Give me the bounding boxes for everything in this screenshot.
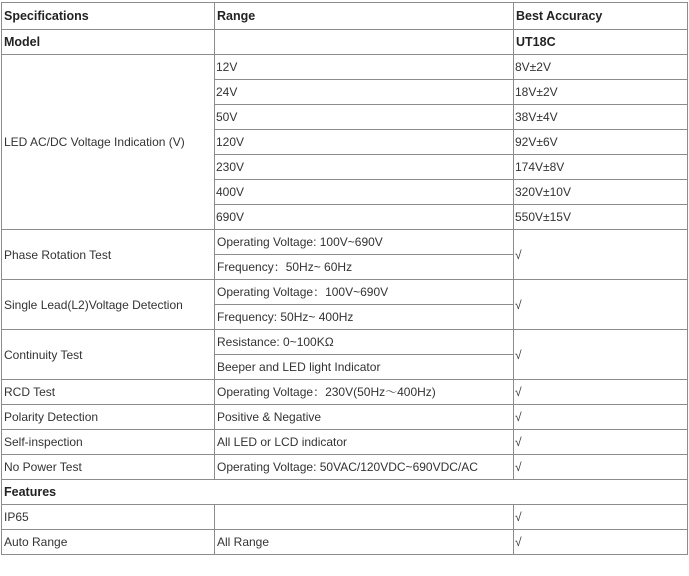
features-heading: Features — [2, 480, 688, 505]
self-inspection-label: Self-inspection — [2, 430, 215, 455]
table-row — [2, 330, 688, 355]
voltage-accuracy: 92V±6V — [514, 130, 688, 155]
header-range: Range — [215, 3, 514, 30]
model-label: Model — [2, 30, 215, 55]
voltage-accuracy: 550V±15V — [514, 205, 688, 230]
single-lead-check: √ — [514, 280, 688, 330]
phase-rotation-frequency: Frequency：50Hz~ 60Hz — [215, 255, 514, 280]
header-specifications: Specifications — [2, 3, 215, 30]
rcd-label: RCD Test — [2, 380, 215, 405]
polarity-range: Positive & Negative — [215, 405, 514, 430]
voltage-accuracy: 38V±4V — [514, 105, 688, 130]
continuity-resistance: Resistance: 0~100KΩ — [215, 330, 514, 355]
voltage-accuracy: 320V±10V — [514, 180, 688, 205]
voltage-accuracy: 174V±8V — [514, 155, 688, 180]
voltage-range: 230V — [215, 155, 514, 180]
phase-rotation-check: √ — [514, 230, 688, 280]
polarity-check: √ — [514, 405, 688, 430]
table-row — [2, 230, 688, 255]
phase-rotation-range: Operating Voltage: 100V~690V — [215, 230, 514, 255]
ip65-label: IP65 — [2, 505, 215, 530]
polarity-label: Polarity Detection — [2, 405, 215, 430]
voltage-range: 690V — [215, 205, 514, 230]
single-lead-frequency: Frequency: 50Hz~ 400Hz — [215, 305, 514, 330]
features-row — [2, 480, 688, 505]
ip65-check: √ — [514, 505, 688, 530]
table-row — [2, 455, 688, 480]
voltage-range: 12V — [215, 55, 514, 80]
no-power-range: Operating Voltage: 50VAC/120VDC~690VDC/AC — [215, 455, 514, 480]
self-inspection-range: All LED or LCD indicator — [215, 430, 514, 455]
self-inspection-check: √ — [514, 430, 688, 455]
ip65-range — [215, 505, 514, 530]
single-lead-range: Operating Voltage：100V~690V — [215, 280, 514, 305]
table-row — [2, 430, 688, 455]
table-row — [2, 55, 688, 80]
voltage-accuracy: 8V±2V — [514, 55, 688, 80]
single-lead-label: Single Lead(L2)Voltage Detection — [2, 280, 215, 330]
model-range — [215, 30, 514, 55]
table-row — [2, 380, 688, 405]
header-row — [2, 3, 688, 30]
table-row — [2, 505, 688, 530]
auto-range-range: All Range — [215, 530, 514, 555]
voltage-range: 50V — [215, 105, 514, 130]
table-row — [2, 280, 688, 305]
continuity-check: √ — [514, 330, 688, 380]
continuity-label: Continuity Test — [2, 330, 215, 380]
auto-range-check: √ — [514, 530, 688, 555]
header-best-accuracy: Best Accuracy — [514, 3, 688, 30]
voltage-range: 120V — [215, 130, 514, 155]
voltage-range: 24V — [215, 80, 514, 105]
model-row — [2, 30, 688, 55]
table-row — [2, 530, 688, 555]
phase-rotation-label: Phase Rotation Test — [2, 230, 215, 280]
voltage-range: 400V — [215, 180, 514, 205]
no-power-check: √ — [514, 455, 688, 480]
continuity-indicator: Beeper and LED light Indicator — [215, 355, 514, 380]
table-row — [2, 405, 688, 430]
rcd-range: Operating Voltage：230V(50Hz～400Hz) — [215, 380, 514, 405]
voltage-accuracy: 18V±2V — [514, 80, 688, 105]
auto-range-label: Auto Range — [2, 530, 215, 555]
specifications-table — [1, 2, 688, 555]
model-value: UT18C — [514, 30, 688, 55]
voltage-indication-label: LED AC/DC Voltage Indication (V) — [2, 55, 215, 230]
no-power-label: No Power Test — [2, 455, 215, 480]
rcd-check: √ — [514, 380, 688, 405]
